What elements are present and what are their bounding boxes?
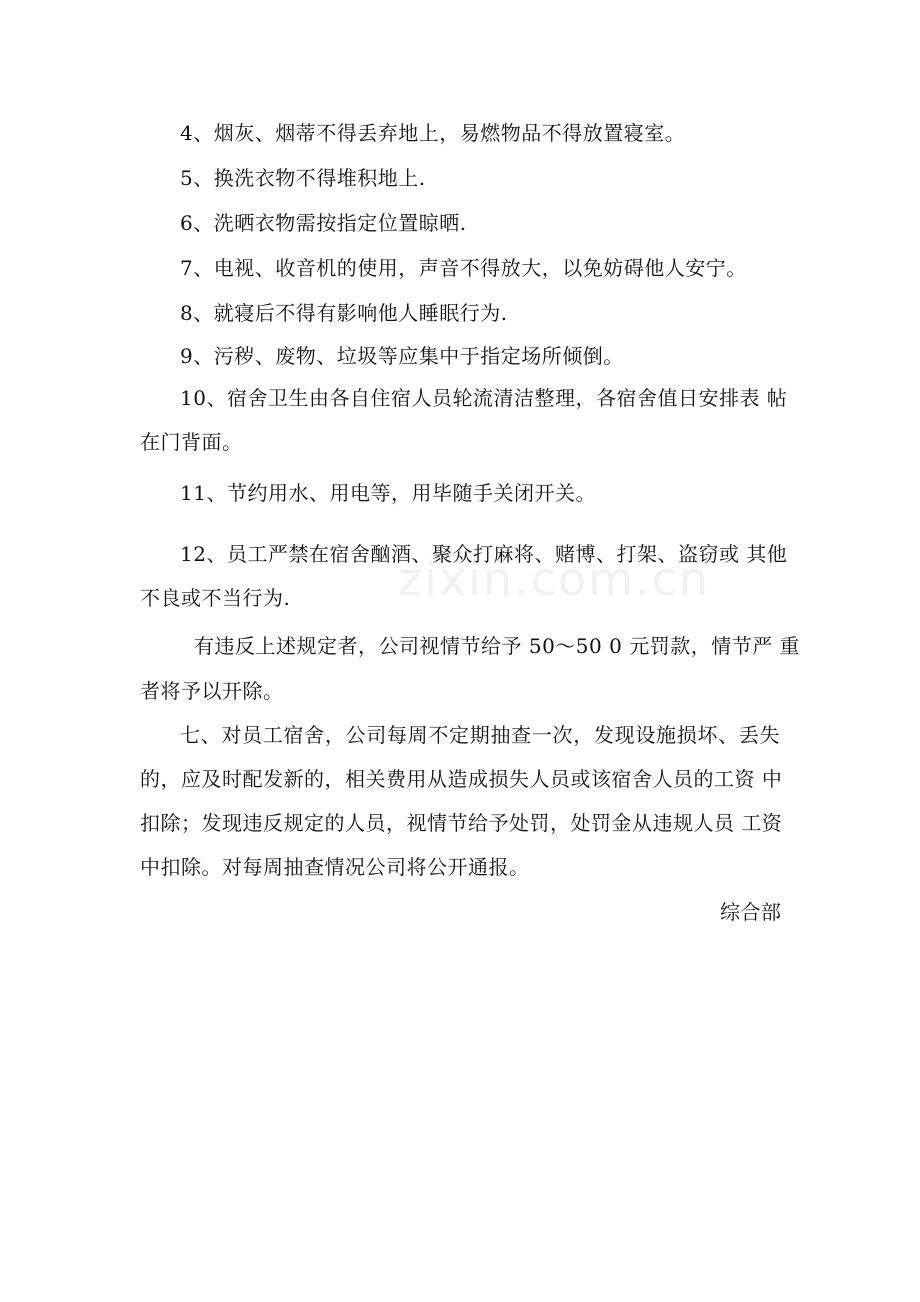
inspection-paragraph-line-2: 的，应及时配发新的，相关费用从造成损失人员或该宿舍人员的工资 中 xyxy=(140,767,783,791)
rule-line-10-part-2: 在门背面。 xyxy=(140,430,243,454)
rule-line-5: 5、换洗衣物不得堆积地上. xyxy=(180,166,426,190)
rule-line-12-part-2: 不良或不当行为. xyxy=(140,586,291,610)
rule-line-11: 11、节约用水、用电等，用毕随手关闭开关。 xyxy=(180,481,596,505)
rule-line-4: 4、烟灰、烟蒂不得丢弃地上，易燃物品不得放置寝室。 xyxy=(180,121,686,145)
rule-line-8: 8、就寝后不得有影响他人睡眠行为. xyxy=(180,301,508,325)
rule-line-6: 6、洗晒衣物需按指定位置晾晒. xyxy=(180,211,467,235)
inspection-paragraph-line-3: 扣除；发现违反规定的人员，视情节给予处罚，处罚金从违规人员 工资 xyxy=(140,811,783,835)
violation-note-part-1: 有违反上述规定者，公司视情节给予 50～50 0 元罚款，情节严 重 xyxy=(194,634,801,658)
inspection-paragraph-line-4: 中扣除。对每周抽查情况公司将公开通报。 xyxy=(140,855,530,879)
watermark-text: zixin.com.cn xyxy=(398,552,711,606)
violation-note-part-2: 者将予以开除。 xyxy=(140,679,284,703)
rule-line-10-part-1: 10、宿舍卫生由各自住宿人员轮流清洁整理，各宿舍值日安排表 帖 xyxy=(180,386,788,410)
rule-line-7: 7、电视、收音机的使用，声音不得放大，以免妨碍他人安宁。 xyxy=(180,256,747,280)
rule-line-12-part-1: 12、员工严禁在宿舍酗酒、聚众打麻将、赌博、打架、盗窃或 其他 xyxy=(180,542,788,566)
rule-line-9: 9、污秽、废物、垃圾等应集中于指定场所倾倒。 xyxy=(180,344,624,368)
inspection-paragraph-line-1: 七、对员工宿舍，公司每周不定期抽查一次，发现设施损坏、丢失 xyxy=(180,723,780,747)
department-signature: 综合部 xyxy=(720,900,782,924)
